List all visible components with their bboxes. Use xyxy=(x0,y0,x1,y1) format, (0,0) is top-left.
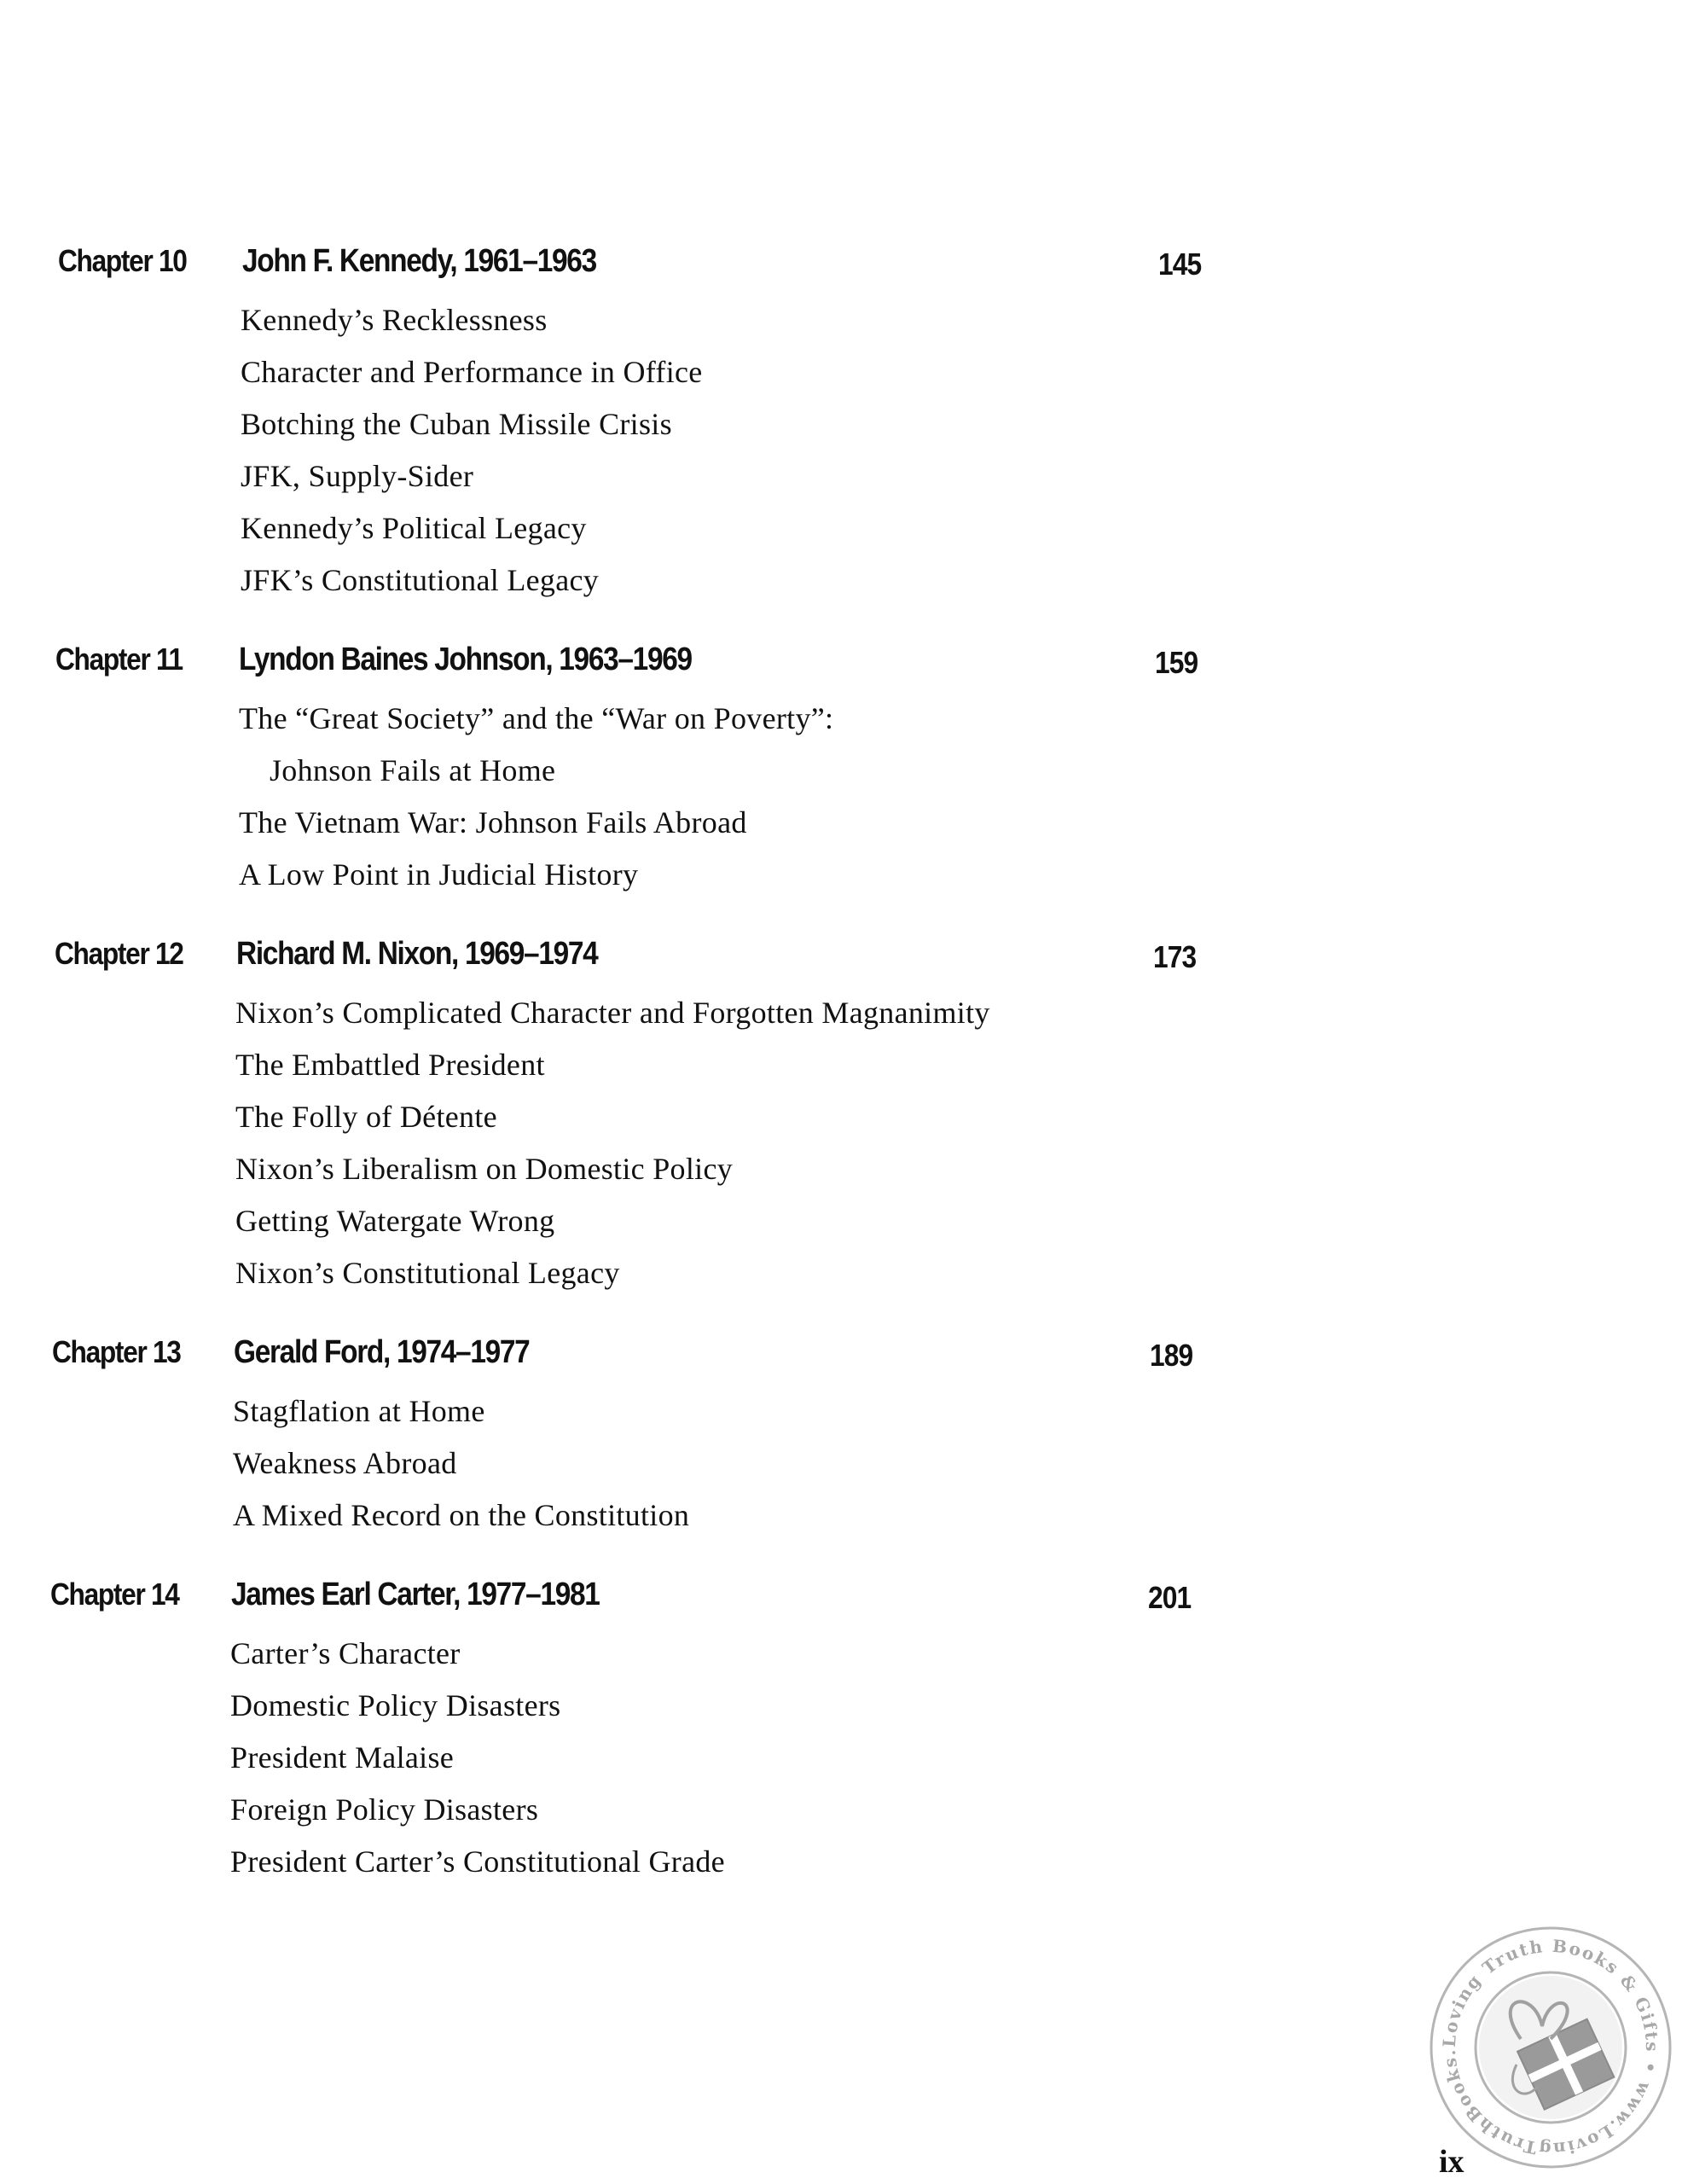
chapter-page-number: 159 xyxy=(1155,645,1198,680)
section-item: Domestic Policy Disasters xyxy=(230,1688,561,1722)
section-item: Carter’s Character xyxy=(230,1636,461,1670)
watermark-stamp-logo xyxy=(1423,1920,1679,2175)
section-list xyxy=(241,294,703,607)
chapter-title: Lyndon Baines Johnson, 1963–1969 xyxy=(239,642,692,677)
section-item: Kennedy’s Recklessness xyxy=(241,303,548,337)
section-item: The Embattled President xyxy=(235,1048,545,1082)
section-item: JFK, Supply-Sider xyxy=(241,459,474,493)
section-item-continuation: Johnson Fails at Home xyxy=(270,753,556,787)
section-item: Stagflation at Home xyxy=(233,1394,485,1428)
section-item: Getting Watergate Wrong xyxy=(235,1204,555,1238)
section-list xyxy=(239,693,833,901)
section-item: Weakness Abroad xyxy=(233,1446,457,1480)
chapter-page-number: 201 xyxy=(1148,1580,1192,1615)
section-item: JFK’s Constitutional Legacy xyxy=(241,563,600,597)
section-item: The “Great Society” and the “War on Poverty”: xyxy=(239,701,834,735)
section-item: Foreign Policy Disasters xyxy=(230,1792,539,1827)
section-item: Nixon’s Complicated Character and Forgotten Magnanimity xyxy=(235,996,990,1030)
chapter-label: Chapter 13 xyxy=(52,1334,181,1369)
folio-page-number: ix xyxy=(1439,2144,1464,2180)
section-item: A Low Point in Judicial History xyxy=(239,857,639,892)
chapter-page-number: 189 xyxy=(1150,1338,1193,1373)
chapter-label: Chapter 11 xyxy=(55,642,183,677)
section-item: The Vietnam War: Johnson Fails Abroad xyxy=(239,805,747,839)
section-item: A Mixed Record on the Constitution xyxy=(233,1498,690,1532)
section-item: The Folly of Détente xyxy=(235,1100,497,1134)
stamp-ring-text: Loving Truth Books & Gifts • www.LovingTruthBooks. xyxy=(1438,1935,1663,2160)
section-item: President Malaise xyxy=(230,1740,455,1774)
chapter-label: Chapter 12 xyxy=(55,936,183,971)
section-item: Kennedy’s Political Legacy xyxy=(241,511,587,545)
chapter-label: Chapter 10 xyxy=(58,243,187,278)
chapter-page-number: 173 xyxy=(1153,939,1197,974)
chapter-title: Gerald Ford, 1974–1977 xyxy=(234,1334,530,1370)
chapter-title: Richard M. Nixon, 1969–1974 xyxy=(236,936,598,972)
section-item: Botching the Cuban Missile Crisis xyxy=(241,407,672,441)
section-list xyxy=(235,987,990,1299)
section-item: President Carter’s Constitutional Grade xyxy=(230,1844,725,1879)
chapter-label: Chapter 14 xyxy=(50,1577,179,1612)
chapter-title: James Earl Carter, 1977–1981 xyxy=(231,1577,600,1612)
stamp-seal-icon xyxy=(1423,1920,1679,2175)
section-item: Nixon’s Liberalism on Domestic Policy xyxy=(235,1152,734,1186)
section-list xyxy=(233,1385,689,1542)
chapter-title: John F. Kennedy, 1961–1963 xyxy=(242,243,596,279)
section-list xyxy=(230,1628,725,1888)
section-item: Character and Performance in Office xyxy=(241,355,703,389)
section-item: Nixon’s Constitutional Legacy xyxy=(235,1256,620,1290)
chapter-page-number: 145 xyxy=(1158,247,1202,282)
